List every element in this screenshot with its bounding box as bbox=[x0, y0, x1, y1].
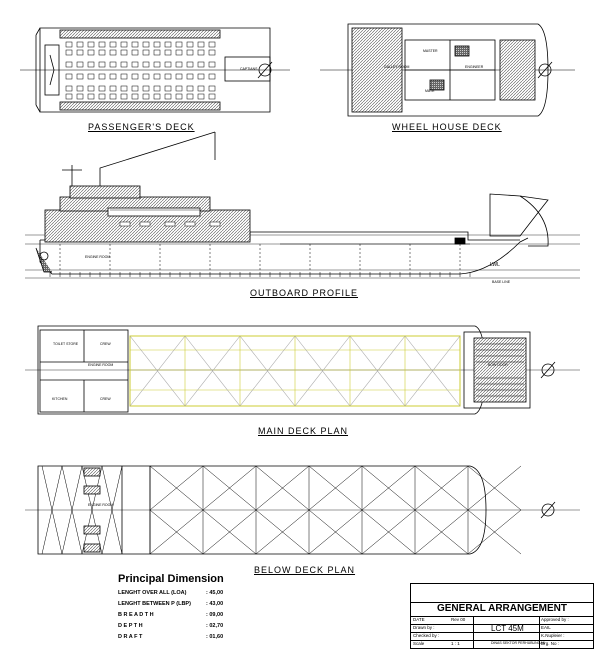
checked-by-label: Checked by : bbox=[413, 633, 440, 638]
drawing-number-label: Drg. No : bbox=[541, 641, 560, 646]
svg-text:CAPTIANS: CAPTIANS bbox=[240, 67, 258, 71]
below-deck-plan-title: BELOW DECK PLAN bbox=[254, 565, 356, 575]
drawn-by-label: Drawn by : bbox=[413, 625, 435, 630]
passenger-deck-title: PASSENGER'S DECK bbox=[88, 122, 195, 132]
pd-row-loa: LENGHT OVER ALL (LOA) : 45,00 bbox=[118, 590, 224, 596]
scale-label: Scale bbox=[413, 641, 425, 646]
sec-label: EAIL bbox=[541, 625, 551, 630]
main-engine-room-label: ENGINE ROOM bbox=[88, 363, 114, 367]
main-deck-grid bbox=[130, 336, 460, 406]
bow-door-label: BOW DOOR bbox=[488, 363, 508, 367]
title-block bbox=[410, 583, 594, 649]
outboard-profile-title: OUTBOARD PROFILE bbox=[250, 288, 359, 298]
passenger-deck-plan bbox=[20, 28, 290, 112]
org-label: DINAS SEKTOR PERHUBUNGAN bbox=[491, 641, 546, 645]
wheel-house-deck-plan bbox=[320, 24, 575, 116]
svg-text:ENGINEER: ENGINEER bbox=[465, 65, 484, 69]
wheel-house-deck-title: WHEEL HOUSE DECK bbox=[392, 122, 502, 132]
scale-value: 1 : 1 bbox=[451, 641, 460, 646]
approved-by-label: Approved by : bbox=[541, 617, 569, 622]
frame-ticks bbox=[50, 244, 470, 277]
pd-row-depth: D E P T H : 02,70 bbox=[118, 623, 224, 629]
drawing-title: GENERAL ARRANGEMENT bbox=[436, 603, 567, 614]
pd-row-lbp: LENGHT BETWEEN P (LBP) : 43,00 bbox=[118, 601, 224, 607]
lwl-label: LWL bbox=[490, 262, 500, 268]
svg-text:MATE: MATE bbox=[425, 89, 435, 93]
crew-upper-label: CREW bbox=[100, 342, 111, 346]
pd-row-draft: D R A F T : 01,60 bbox=[118, 634, 224, 640]
base-line-label: BASE LINE bbox=[492, 280, 511, 284]
date-label: DATE bbox=[413, 617, 425, 622]
kitchen-label: KITCHEN bbox=[52, 397, 68, 401]
svg-text:MASTER: MASTER bbox=[423, 49, 438, 53]
principal-dimension-title: Principal Dimension bbox=[118, 573, 224, 585]
pd-row-breadth: B R E A D T H : 09,00 bbox=[118, 612, 224, 618]
model-label: LCT 45M bbox=[491, 624, 524, 633]
supplier-label: K.Nupleier : bbox=[541, 633, 565, 638]
below-engine-room-label: ENGINE ROOM bbox=[88, 503, 114, 507]
rev-value: Rev 00 bbox=[451, 617, 466, 622]
toilet-store-label: TOILET STORE bbox=[53, 342, 79, 346]
crew-lower-label: CREW bbox=[100, 397, 111, 401]
below-deck-plan bbox=[25, 466, 580, 554]
svg-text:GALLEY ROOM: GALLEY ROOM bbox=[384, 65, 410, 69]
profile-engine-room-label: ENGINE ROOM bbox=[85, 255, 111, 259]
passenger-seat-rows bbox=[66, 42, 215, 99]
main-deck-plan-title: MAIN DECK PLAN bbox=[258, 426, 349, 436]
